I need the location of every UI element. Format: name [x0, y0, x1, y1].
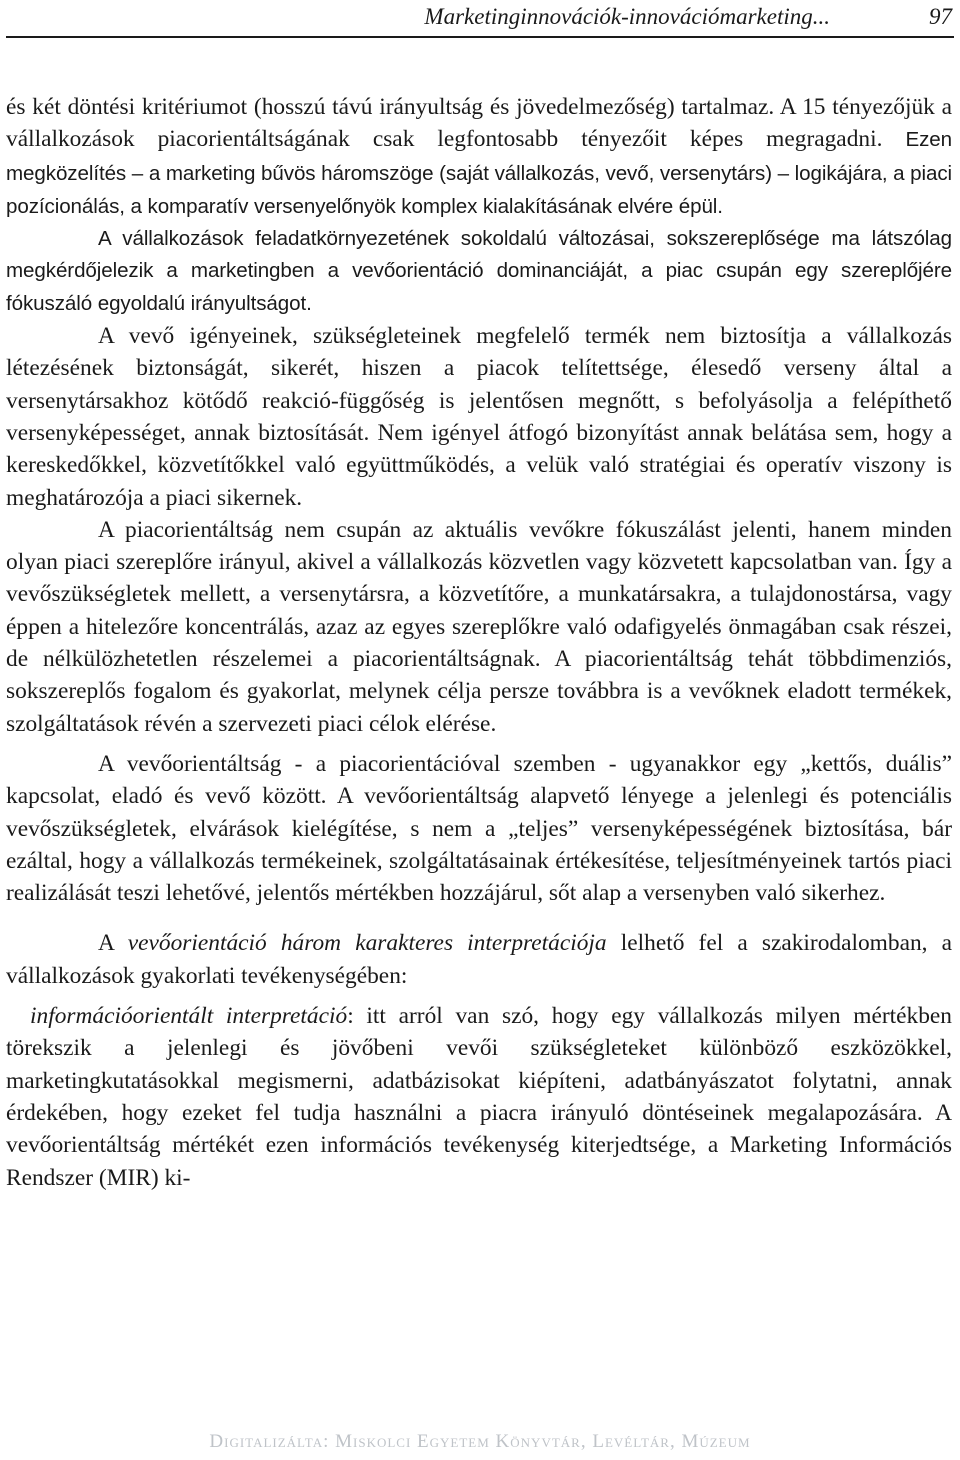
running-head [6, 2, 954, 38]
paragraph-intro-start: A [98, 930, 128, 957]
paragraph-continuation-text: és két döntési kritériumot (hosszú távú irányultság és jövedelmezőség) tartalmaz. A 15 tényezőjük a vállalkozások piacorientáltságának csak legfontosabb tényezőit képes megragadni. [6, 94, 952, 153]
paragraph-sans: A vállalkozások feladatkörnyezetének sokoldalú változásai, sokszereplősége ma látszólag megkérdőjelezik a marketingben a vevőorientáció dominanciáját, a piac csupán egy szereplőjére fókuszáló egyoldalú irányultságot. [6, 227, 952, 315]
paragraph-intro-emphasis: vevőorientáció három karakteres interpretációja [127, 930, 607, 957]
definition-term: információorientált interpretáció [30, 1003, 348, 1030]
paragraph: A vevőorientáltság - a piacorientációval szemben - ugyanakkor egy „kettős, duális” kapcsolat, eladó és vevő között. A vevőorientáltság alapvető lényege a jelenlegi és potenciális vevőszükségletek, elvárások kielégítése, s nem a „teljes” versenyképességének biztosítása, bár ezáltal, hogy a vállalkozás termékeinek, szolgáltatásainak értékesítése, teljesítményeinek tartós piaci realizálását teszi lehetővé, jelentős mértékben hozzájárul, sőt alap a versenyben való sikerhez. [6, 750, 952, 907]
body-text [6, 91, 952, 1194]
running-title: Marketinginnovációk-innovációmarketing... [424, 4, 830, 29]
spacer [6, 992, 952, 1000]
paragraph: A piacorientáltság nem csupán az aktuális vevőkre fókuszálást jelenti, hanem minden olyan piaci szereplőre irányul, akivel a vállalkozás közvetlen vagy közvetett kapcsolatban van. Így a vevőszükségletek mellett, a versenytársra, a közvetítőre, a munkatársakra, a tulajdonostársa, vagy éppen a hitelezőre koncentrálás, azaz az egyes szereplőkre való odafigyelés önmagában csak részei, de nélkülözhetetlen részelemei a piacorientáltságnak. A piacorientáltság tehát többdimenziós, sokszereplős fogalom és gyakorlat, melynek célja persze továbbra is a vevőknek eladott termékek, szolgáltatások révén a szervezeti piaci célok elérése. [6, 516, 952, 737]
paragraph-continuation [6, 91, 952, 223]
paragraph-intro [6, 927, 952, 992]
paragraph-intro-end: lelhető fel a szakirodalomban, a vállalkozások gyakorlati tevékenységében: [6, 930, 952, 989]
paragraph-definition [6, 1000, 952, 1194]
paragraph-sans-text: Ezen megközelítés – a marketing bűvös háromszöge (saját vállalkozás, vevő, versenytárs) – logikájára, a piaci pozícionálás, a komparatív versenyelőnyök komplex kialakításának elvére épül. [6, 128, 952, 218]
definition-text: : itt arról van szó, hogy egy vállalkozás milyen mértékben törekszik a jelenlegi és jövőbeni vevői szükségleteket különböző eszközökkel, marketingkutatásokkal megismerni, adatbázisokat kiépíteni, adatbányászatot folytatni, annak érdekében, hogy ezeket fel tudja használni a piacra irányuló döntéseinek megalapozására. A vevőorientáltság mértékét ezen információs tevékenység kiterjedtsége, a Marketing Információs Rendszer (MIR) ki- [6, 1003, 953, 1191]
paragraph: A vevő igényeinek, szükségleteinek megfelelő termék nem biztosítja a vállalkozás létezésének biztonságát, sikerét, hiszen a piacok telítettsége, élesedő verseny által a versenytársakhoz kötődő reakció-függőség is jelentősen megnőtt, s befolyásolja a felépíthető versenyképességet, annak biztosítását. Nem igényel átfogó bizonyítást annak belátása sem, hogy a kereskedőkkel, közvetítőkkel való együttműködés, a velük való stratégiai és operatív viszony is meghatározója a piaci sikernek. [6, 323, 952, 511]
spacer [6, 909, 952, 927]
digitization-stamp: Digitalizálta: Miskolci Egyetem Könyvtár, Levéltár, Múzeum [209, 1431, 751, 1452]
spacer [6, 740, 952, 748]
page-number: 97 [929, 4, 952, 29]
